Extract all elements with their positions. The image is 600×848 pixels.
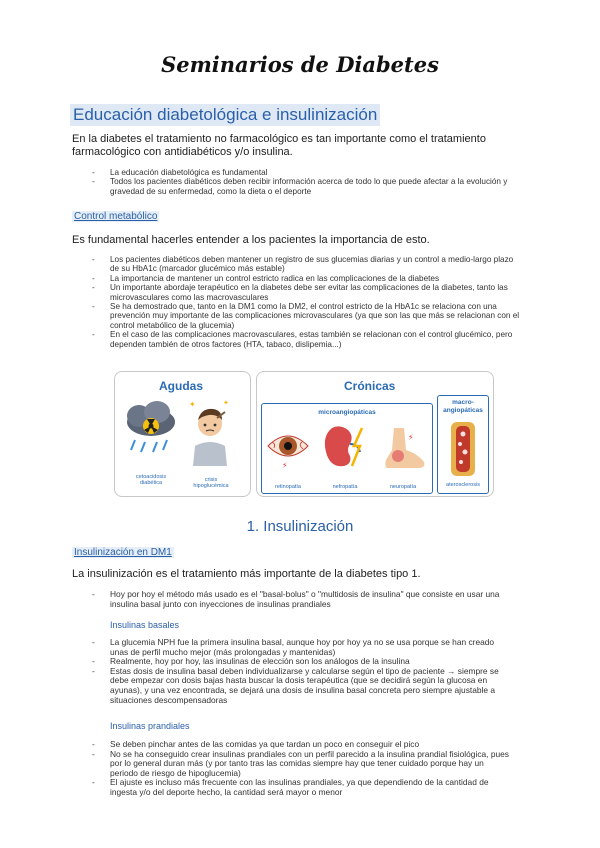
educacion-bullet-list bbox=[92, 168, 512, 196]
cetoacidosis-caption: cetoacidosis diabética bbox=[135, 474, 167, 486]
list-item: - Se ha demostrado que, tanto en la DM1 como la DM2, el control estricto de la HbA1c se relaciona con una prevención muy importante de las complicaciones microvasculares (ya que son las que más se relacionan con el control metabólico de la glucemia) bbox=[92, 302, 522, 330]
agudas-label: Agudas bbox=[159, 379, 204, 393]
eye-icon bbox=[266, 424, 310, 470]
subheading-insulinas-basales: Insulinas basales bbox=[110, 620, 180, 630]
svg-text:⚡: ⚡ bbox=[408, 433, 414, 442]
control-bullet-list bbox=[92, 255, 522, 349]
complicaciones-figure bbox=[114, 371, 492, 495]
microangiopaticas-label: microangiopáticas bbox=[318, 409, 376, 416]
aterosclerosis-caption: aterosclerosis bbox=[446, 482, 480, 488]
microangiopaticas-box bbox=[261, 403, 433, 494]
foot-icon bbox=[378, 426, 428, 472]
hipoglucemia-caption: crisis hipoglucémica bbox=[193, 477, 229, 489]
retinopatia-caption: retinopatía bbox=[275, 484, 301, 490]
list-item: - Los pacientes diabéticos deben mantener un registro de sus glucemias diarias y un control a medio-largo plazo de su HbA1c (marcador glucémico más estable) bbox=[92, 255, 522, 274]
svg-text:✦: ✦ bbox=[189, 400, 196, 409]
svg-text:✦: ✦ bbox=[223, 400, 229, 407]
insulinizacion-intro-paragraph: La insulinización es el tratamiento más importante de la diabetes tipo 1. bbox=[72, 568, 421, 580]
list-item: - La glucemia NPH fue la primera insulina basal, aunque hoy por hoy ya no se usa porque se han creado unas de perfil mucho mejor (más prolongadas y mantenidas) bbox=[92, 638, 512, 657]
list-item: - Todos los pacientes diabéticos deben recibir información acerca de todo lo que puede afectar a la evolución y gravedad de su enfermedad, como la dieta o el deporte bbox=[92, 177, 512, 196]
section-heading-insulinizacion: 1. Insulinización bbox=[246, 518, 354, 535]
list-item: - No se ha conseguido crear insulinas prandiales con un perfil parecido a la insulina prandial fisiológica, pues por lo general duran más (y por tanto tras las comidas siempre hay que tener cuidado porque hay un periodo de riesgo de hipoglucemia) bbox=[92, 750, 512, 779]
section-intro-paragraph: En la diabetes el tratamiento no farmacológico es tan importante como el tratamiento farmacológico con antidiabéticos y/o insulina. bbox=[72, 133, 486, 158]
dizzy-person-icon bbox=[187, 398, 233, 466]
list-item: - En el caso de las complicaciones macrovasculares, estas también se relacionan con el control glucémico, pero dependen también de otros factores (HTA, tabaco, dislipemia...) bbox=[92, 330, 522, 349]
prandiales-bullet-list bbox=[92, 740, 512, 798]
storm-cloud-icon bbox=[121, 400, 179, 462]
list-item: - La importancia de mantener un control estricto radica en las complicaciones de la diabetes bbox=[92, 274, 522, 283]
agudas-panel bbox=[114, 371, 251, 497]
subheading-insulinas-prandiales: Insulinas prandiales bbox=[110, 721, 190, 731]
list-item: - Se deben pinchar antes de las comidas ya que tardan un poco en conseguir el pico bbox=[92, 740, 512, 750]
svg-text:⚡: ⚡ bbox=[282, 461, 288, 470]
list-item: - Realmente, hoy por hoy, las insulinas de elección son los análogos de la insulina bbox=[92, 657, 512, 667]
list-item: - Hoy por hoy el método más usado es el "basal-bolus" o "multidosis de insulina" que consiste en usar una insulina basal junto con inyecciones de insulinas prandiales bbox=[92, 590, 502, 609]
list-item: - El ajuste es incluso más frecuente con las insulinas prandiales, ya que dependiendo de la cantidad de ingesta y/o del deporte hecho, la cantidad será mayor o menor bbox=[92, 778, 512, 797]
section-heading-educacion: Educación diabetológica e insulinización bbox=[70, 104, 380, 126]
list-item: - Un importante abordaje terapéutico en la diabetes debe ser evitar las complicaciones de la diabetes, tanto las microvasculares como las macrovasculares bbox=[92, 283, 522, 302]
insulinizacion-bullet-list bbox=[92, 590, 502, 609]
cronicas-label: Crónicas bbox=[344, 379, 396, 393]
basales-bullet-list bbox=[92, 638, 512, 705]
subheading-insulinizacion-dm1: Insulinización en DM1 bbox=[74, 547, 172, 558]
artery-icon bbox=[448, 420, 478, 478]
control-intro-paragraph: Es fundamental hacerles entender a los pacientes la importancia de esto. bbox=[72, 234, 430, 246]
nefropatia-caption: nefropatía bbox=[332, 484, 358, 490]
cronicas-panel bbox=[256, 371, 494, 497]
macroangiopaticas-label: macro-angiopáticas bbox=[443, 399, 483, 414]
list-item: - Estas dosis de insulina basal deben individualizarse y calcularse según el tipo de paciente → siempre se debe empezar con dosis bajas hasta buscar la dosis terapéutica (que se decidirá según la glucosa en ayunas), y una vez encontrada, se dejará una dosis de insulina basal concreta pero siempre ajustable a situaciones descompensadoras bbox=[92, 667, 512, 705]
kidney-icon bbox=[320, 422, 370, 472]
neuropatia-caption: neuropatía bbox=[389, 484, 417, 490]
macroangiopaticas-box bbox=[437, 395, 489, 494]
subheading-control-metabolico: Control metabólico bbox=[74, 211, 158, 222]
list-item: - La educación diabetológica es fundamental bbox=[92, 168, 512, 177]
document-title: Seminarios de Diabetes bbox=[161, 52, 439, 77]
